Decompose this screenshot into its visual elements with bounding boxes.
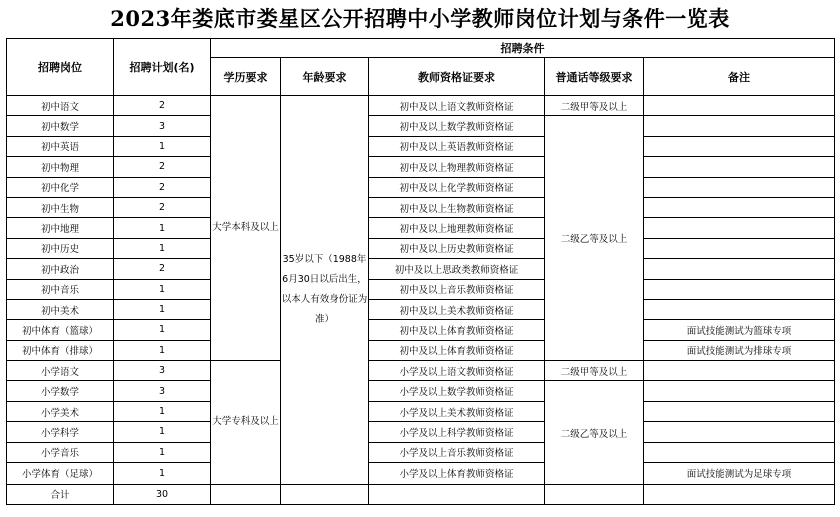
table-row bbox=[7, 259, 835, 279]
table-row bbox=[7, 320, 835, 340]
table-row bbox=[7, 218, 835, 238]
header-plan: 招聘计划(名) bbox=[114, 39, 211, 96]
mandarin-cell: 二级甲等及以上 bbox=[545, 361, 644, 381]
mandarin-cell: 二级乙等及以上 bbox=[545, 116, 644, 361]
table-row bbox=[7, 401, 835, 421]
total-count: 30 bbox=[114, 484, 211, 504]
cert-cell: 初中及以上历史教师资格证 bbox=[369, 238, 545, 258]
total-empty-cell bbox=[369, 484, 545, 504]
remark-cell bbox=[644, 299, 835, 319]
remark-cell bbox=[644, 218, 835, 238]
count-cell: 1 bbox=[114, 463, 211, 485]
count-cell: 1 bbox=[114, 340, 211, 360]
position-cell: 初中语文 bbox=[7, 96, 114, 116]
position-cell: 初中英语 bbox=[7, 136, 114, 156]
remark-cell bbox=[644, 279, 835, 299]
position-cell: 初中音乐 bbox=[7, 279, 114, 299]
count-cell: 1 bbox=[114, 299, 211, 319]
cert-cell: 小学及以上语文教师资格证 bbox=[369, 361, 545, 381]
remark-cell bbox=[644, 136, 835, 156]
table-row bbox=[7, 238, 835, 258]
total-empty-cell bbox=[545, 484, 644, 504]
age-cell: 35岁以下（1988年6月30日以后出生，以本人有效身份证为准） bbox=[281, 96, 369, 485]
cert-cell: 初中及以上数学教师资格证 bbox=[369, 116, 545, 136]
total-empty-cell bbox=[644, 484, 835, 504]
total-label: 合计 bbox=[7, 484, 114, 504]
mandarin-cell: 二级乙等及以上 bbox=[545, 381, 644, 484]
cert-cell: 小学及以上数学教师资格证 bbox=[369, 381, 545, 401]
remark-cell: 面试技能测试为篮球专项 bbox=[644, 320, 835, 340]
cert-cell: 初中及以上体育教师资格证 bbox=[369, 340, 545, 360]
count-cell: 2 bbox=[114, 177, 211, 197]
cert-cell: 小学及以上科学教师资格证 bbox=[369, 422, 545, 442]
position-cell: 小学美术 bbox=[7, 401, 114, 421]
cert-cell: 初中及以上地理教师资格证 bbox=[369, 218, 545, 238]
count-cell: 2 bbox=[114, 259, 211, 279]
count-cell: 2 bbox=[114, 157, 211, 177]
remark-cell bbox=[644, 401, 835, 421]
cert-cell: 初中及以上化学教师资格证 bbox=[369, 177, 545, 197]
recruitment-table bbox=[6, 38, 835, 505]
cert-cell: 初中及以上思政类教师资格证 bbox=[369, 259, 545, 279]
cert-cell: 初中及以上生物教师资格证 bbox=[369, 197, 545, 217]
header-conditions: 招聘条件 bbox=[211, 39, 835, 58]
count-cell: 3 bbox=[114, 361, 211, 381]
header-education: 学历要求 bbox=[211, 58, 281, 96]
count-cell: 2 bbox=[114, 96, 211, 116]
position-cell: 初中体育（排球） bbox=[7, 340, 114, 360]
total-row bbox=[7, 484, 835, 504]
position-cell: 初中美术 bbox=[7, 299, 114, 319]
remark-cell bbox=[644, 259, 835, 279]
count-cell: 1 bbox=[114, 401, 211, 421]
remark-cell: 面试技能测试为排球专项 bbox=[644, 340, 835, 360]
count-cell: 1 bbox=[114, 442, 211, 462]
header-cert: 教师资格证要求 bbox=[369, 58, 545, 96]
table-row bbox=[7, 422, 835, 442]
position-cell: 小学音乐 bbox=[7, 442, 114, 462]
count-cell: 3 bbox=[114, 116, 211, 136]
position-cell: 小学科学 bbox=[7, 422, 114, 442]
cert-cell: 初中及以上音乐教师资格证 bbox=[369, 279, 545, 299]
header-remarks: 备注 bbox=[644, 58, 835, 96]
position-cell: 小学体育（足球） bbox=[7, 463, 114, 485]
remark-cell bbox=[644, 442, 835, 462]
table-row bbox=[7, 177, 835, 197]
education-cell-primary: 大学专科及以上 bbox=[211, 361, 281, 484]
remark-cell bbox=[644, 197, 835, 217]
page-title: 2023年娄底市娄星区公开招聘中小学教师岗位计划与条件一览表 bbox=[110, 6, 730, 31]
position-cell: 初中物理 bbox=[7, 157, 114, 177]
remark-cell bbox=[644, 177, 835, 197]
remark-cell bbox=[644, 157, 835, 177]
table-row bbox=[7, 157, 835, 177]
count-cell: 1 bbox=[114, 279, 211, 299]
header-age: 年龄要求 bbox=[281, 58, 369, 96]
table-row bbox=[7, 381, 835, 401]
position-cell: 初中政治 bbox=[7, 259, 114, 279]
total-empty-cell bbox=[211, 484, 281, 504]
count-cell: 1 bbox=[114, 422, 211, 442]
count-cell: 3 bbox=[114, 381, 211, 401]
cert-cell: 初中及以上体育教师资格证 bbox=[369, 320, 545, 340]
count-cell: 1 bbox=[114, 218, 211, 238]
position-cell: 初中历史 bbox=[7, 238, 114, 258]
cert-cell: 小学及以上体育教师资格证 bbox=[369, 463, 545, 485]
mandarin-cell: 二级甲等及以上 bbox=[545, 96, 644, 116]
remark-cell: 面试技能测试为足球专项 bbox=[644, 463, 835, 485]
count-cell: 2 bbox=[114, 197, 211, 217]
cert-cell: 小学及以上音乐教师资格证 bbox=[369, 442, 545, 462]
education-cell-middle: 大学本科及以上 bbox=[211, 96, 281, 361]
cert-cell: 初中及以上语文教师资格证 bbox=[369, 96, 545, 116]
header-position: 招聘岗位 bbox=[7, 39, 114, 96]
table-row bbox=[7, 463, 835, 485]
position-cell: 小学语文 bbox=[7, 361, 114, 381]
count-cell: 1 bbox=[114, 320, 211, 340]
position-cell: 初中体育（篮球） bbox=[7, 320, 114, 340]
count-cell: 1 bbox=[114, 136, 211, 156]
position-cell: 初中化学 bbox=[7, 177, 114, 197]
remark-cell bbox=[644, 238, 835, 258]
table-row bbox=[7, 197, 835, 217]
cert-cell: 小学及以上美术教师资格证 bbox=[369, 401, 545, 421]
table-row bbox=[7, 442, 835, 462]
position-cell: 小学数学 bbox=[7, 381, 114, 401]
remark-cell bbox=[644, 116, 835, 136]
position-cell: 初中生物 bbox=[7, 197, 114, 217]
remark-cell bbox=[644, 422, 835, 442]
remark-cell bbox=[644, 96, 835, 116]
remark-cell bbox=[644, 361, 835, 381]
total-empty-cell bbox=[281, 484, 369, 504]
header-mandarin: 普通话等级要求 bbox=[545, 58, 644, 96]
table-row bbox=[7, 361, 835, 381]
cert-cell: 初中及以上英语教师资格证 bbox=[369, 136, 545, 156]
table-row bbox=[7, 96, 835, 116]
table-row bbox=[7, 279, 835, 299]
position-cell: 初中地理 bbox=[7, 218, 114, 238]
cert-cell: 初中及以上美术教师资格证 bbox=[369, 299, 545, 319]
table-row bbox=[7, 340, 835, 360]
table-row bbox=[7, 136, 835, 156]
position-cell: 初中数学 bbox=[7, 116, 114, 136]
table-row bbox=[7, 299, 835, 319]
count-cell: 1 bbox=[114, 238, 211, 258]
remark-cell bbox=[644, 381, 835, 401]
cert-cell: 初中及以上物理教师资格证 bbox=[369, 157, 545, 177]
table-row bbox=[7, 116, 835, 136]
